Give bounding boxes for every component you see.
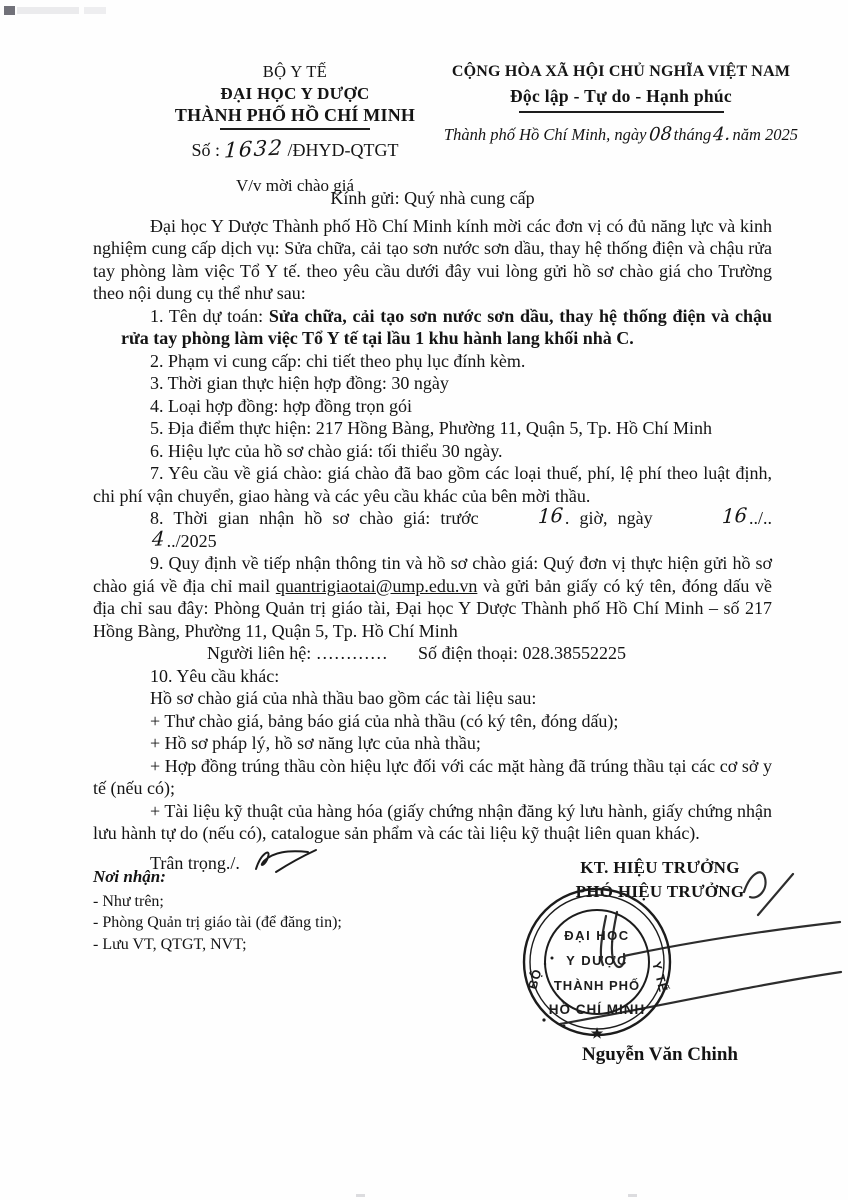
date-month-handwritten: 4. [712,123,732,146]
scan-artifact-bottom [628,1194,637,1197]
item-5-location: 5. Địa điểm thực hiện: 217 Hồng Bàng, Phường 11, Quận 5, Tp. Hồ Chí Minh [150,418,712,438]
recipients-block [93,866,342,955]
closing-text: Trân trọng./. [150,852,240,873]
item-4-contract-type: 4. Loại hợp đồng: hợp đồng trọn gói [150,395,413,416]
official-stamp-and-signature [440,848,848,1098]
signature-flourish [758,874,793,915]
signer-title-2: PHÓ HIỆU TRƯỞNG [575,882,745,901]
letterhead-issuer-block [148,62,442,196]
date-month-label: tháng [673,124,712,144]
stamp-dot [544,963,546,965]
scan-artifact-streak [84,7,106,14]
organization-name-line1: ĐẠI HỌC Y DƯỢC [220,83,370,103]
stamp-star-icon: ★ [590,1025,604,1041]
item-8-text-1: 8. Thời gian nhận hồ sơ chào giá: trước [150,508,479,528]
item-1-project-name [121,305,772,350]
stamp-dot [563,1025,566,1028]
doc-item-technical-docs: + Tài liệu kỹ thuật của hàng hóa (giấy chứng nhận đăng ký lưu hành, giấy chứng nhận lưu hành tự do (nếu có), catalogue sản phẩm và các tài liệu kỹ thuật liên quan khác). [93,800,772,843]
scan-artifact-corner [4,6,15,15]
item-3-duration: 3. Thời gian thực hiện hợp đồng: 30 ngày [150,373,449,393]
recipients-title: Nơi nhận: [93,867,166,886]
document-number-handwritten: 1632 [223,135,285,163]
item-10-other: 10. Yêu cầu khác: [150,665,280,686]
salutation: Kính gửi: Quý nhà cung cấp [330,188,535,208]
document-subject: V/v mời chào giá [235,175,355,195]
signature-stroke [624,922,840,956]
stamp-ring-left-text: BỘ [525,966,545,991]
item-8-deadline [93,503,773,552]
item-7-price-requirement: 7. Yêu cầu về giá chào: giá chào đã bao gồm các loại thuế, phí, lệ phí theo luật định, chi phí vận chuyển, giao hàng và các yêu cầu khác của bên mời thầu. [93,463,772,506]
item-9-text-1: 9. Quy định về tiếp nhận thông tin và hồ sơ chào giá: Quý đơn vị thực hiện gửi hồ sơ chào giá về địa chỉ mail [93,553,772,596]
stamp-dot [551,957,554,960]
item-8-text-4: ../2025 [166,530,217,551]
item-9-submission [93,552,772,642]
document-number-label: Số : [191,140,221,161]
recipient-item: - Lưu VT, QTGT, NVT; [93,935,247,953]
organization-name-line2: THÀNH PHỐ HỒ CHÍ MINH [174,104,416,125]
motto-underline [519,111,724,113]
recipient-item: - Phòng Quản trị giáo tài (để đăng tin); [93,914,342,931]
contact-person-label: Người liên hệ: ………… [207,643,388,663]
letterhead-national-block [438,62,804,145]
stamp-dot [542,1018,545,1021]
item-8-hour-handwritten: 16 [537,503,564,529]
intro-paragraph: Đại học Y Dược Thành phố Hồ Chí Minh kính mời các đơn vị có đủ năng lực và kinh nghiệm cung cấp dịch vụ: Sửa chữa, cải tạo sơn nước sơn dầu, thay hệ thống điện và chậu rửa tay phòng làm việc Tổ Y tế. theo yêu cầu dưới đây vui lòng gửi hồ sơ chào giá cho Trường theo nội dung cụ thể như sau: [93,215,772,303]
ministry-name: BỘ Y TẾ [262,62,328,81]
doc-item-legal-profile: + Hồ sơ pháp lý, hồ sơ năng lực của nhà thầu; [150,733,481,753]
item-9-text-2: và gửi bản giấy có ký tên, đóng dấu về địa chỉ sau đây: Phòng Quản trị giáo tài, Đại học Y Dược Thành phố Hồ Chí Minh – số 217 Hồng Bàng, Phường 11, Quận 5, Tp. Hồ Chí Minh [93,575,772,641]
stamp-line-4: HỒ CHÍ MINH [548,1002,646,1017]
scan-artifact-streak [17,7,79,14]
stamp-line-3: THÀNH PHỐ [553,978,641,993]
document-body [93,187,772,875]
stamp-line-1: ĐẠI HỌC [564,928,630,943]
item-8-text-3: ../.. [749,508,773,528]
phone-number-label: Số điện thoại: 028.38552225 [418,643,626,663]
docs-intro: Hồ sơ chào giá của nhà thầu bao gồm các tài liệu sau: [150,688,537,708]
signer-title-1: KT. HIỆU TRƯỞNG [580,858,740,877]
national-motto-line2: Độc lập - Tự do - Hạnh phúc [509,85,732,106]
date-place-text: Thành phố Hồ Chí Minh, ngày [443,124,647,144]
item-8-day-handwritten: 16 [721,503,748,529]
doc-item-quote-letter: + Thư chào giá, bảng báo giá của nhà thầu (có ký tên, đóng dấu); [150,710,619,731]
date-year-text: năm 2025 [732,124,799,144]
contact-line [93,642,772,665]
item-8-text-2: . giờ, ngày [564,508,663,528]
document-number-line [148,135,442,163]
document-number-suffix: /ĐHYD-QTGT [287,140,399,161]
signer-name: Nguyễn Văn Chinh [582,1044,738,1065]
item-1-label: 1. Tên dự toán: [150,305,269,326]
recipient-item: - Như trên; [93,892,164,910]
stamp-ring-right-text: Y TẾ [649,960,671,995]
email-text: quantrigiaotai@ump.edu.vn [275,575,478,596]
place-date-line [438,124,804,145]
item-8-month-handwritten: 4 [151,526,166,551]
org-underline [220,128,370,130]
stamp-line-2: Y DƯỢC [566,953,628,968]
item-6-validity: 6. Hiệu lực của hồ sơ chào giá: tối thiểu 30 ngày. [150,440,503,461]
scan-artifact-bottom [356,1194,365,1197]
doc-item-valid-contracts: + Hợp đồng trúng thầu còn hiệu lực đối với các mặt hàng đã trúng thầu tại các cơ sở y tế (nếu có); [93,755,772,798]
item-2-scope: 2. Phạm vi cung cấp: chi tiết theo phụ lục đính kèm. [150,350,526,371]
item-1-value: Sửa chữa, cải tạo sơn nước sơn dầu, thay hệ thống điện và chậu rửa tay phòng làm việc Tổ Y tế tại lầu 1 khu hành lang khối nhà C. [121,305,773,348]
national-motto-line1: CỘNG HÒA XÃ HỘI CHỦ NGHĨA VIỆT NAM [451,63,791,80]
date-day-handwritten: 08 [648,122,673,146]
signature-flourish [744,872,766,897]
